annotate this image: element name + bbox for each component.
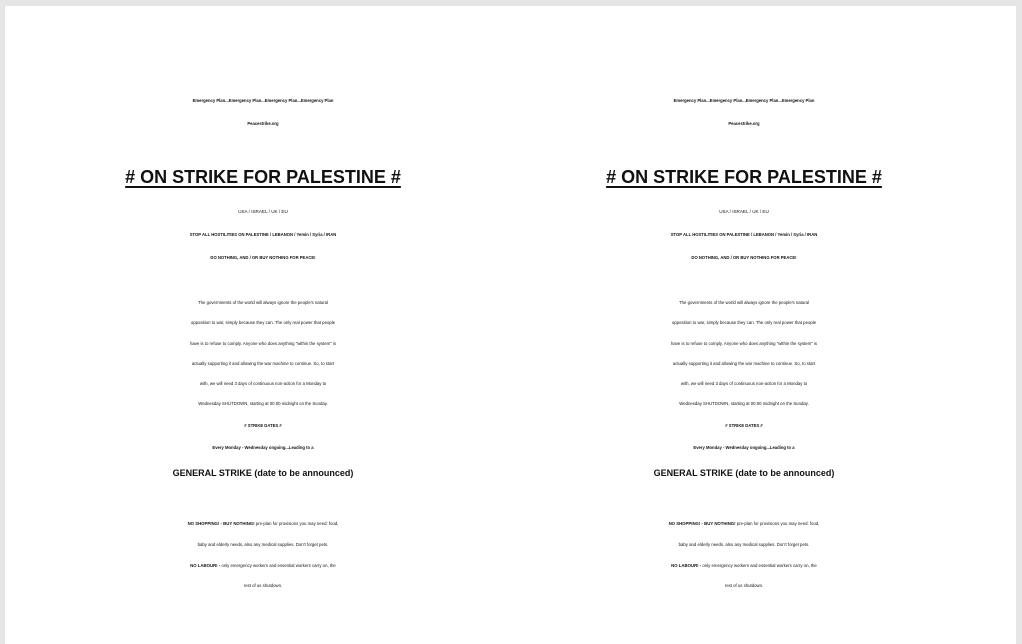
body-line: The governments of the world will always ignore the people's natural: [197, 300, 329, 305]
body-line: opposition to war, simply because they can. The only real power that people: [190, 320, 336, 325]
body-line: actually supporting it and allowing the war machine to continue. So, to start: [672, 361, 816, 366]
no-labour-line: [504, 556, 984, 576]
general-strike-line: GENERAL STRIKE (date to be announced): [172, 468, 354, 478]
no-shopping-line: [504, 514, 984, 534]
strike-dates-heading: # STRIKE DATES #: [244, 423, 282, 428]
no-labour-line2: rest of us shutdown.: [724, 583, 764, 588]
flyer-title: [23, 161, 503, 193]
body-line: The governments of the world will always ignore the people's natural: [678, 300, 810, 305]
no-shopping-line: [23, 514, 503, 534]
stop-hostilities-line: STOP ALL HOSTILITIES ON PALESTINE / LEBANON / Yemin / Syria / IRAN: [670, 232, 818, 237]
body-line: with, we will need 3 days of continuous non-action for a Monday to: [680, 381, 808, 386]
countries-line: USA / ISRAEL / UK / EU: [719, 209, 769, 214]
website-text: Peacestrike.org: [247, 121, 279, 126]
document-page: [5, 6, 1016, 644]
do-nothing-line: DO NOTHING, AND / OR BUY NOTHING FOR PEACE!: [210, 255, 316, 260]
body-line: actually supporting it and allowing the war machine to continue. So, to start: [191, 361, 335, 366]
every-monday-line: Every Monday - Wednesday ongoing...Leading to a: [693, 445, 795, 450]
flyer-title-text: # ON STRIKE FOR PALESTINE #: [125, 167, 401, 187]
body-line: have is to refuse to comply. Anyone who does anything "within the system" is: [189, 341, 337, 346]
every-monday-line: Every Monday - Wednesday ongoing...Leading to a: [212, 445, 314, 450]
body-line: Wednesday SHUTDOWN, starting at 00.00 midnight on the Sunday.: [198, 401, 328, 406]
no-shopping-bold: NO SHOPPING! - BUY NOTHING!: [668, 521, 736, 526]
body-line: have is to refuse to comply. Anyone who does anything "within the system" is: [670, 341, 818, 346]
website-text: Peacestrike.org: [728, 121, 760, 126]
no-labour-line2: rest of us shutdown.: [243, 583, 283, 588]
general-strike-line: GENERAL STRIKE (date to be announced): [653, 468, 835, 478]
body-line: opposition to war, simply because they can. The only real power that people: [671, 320, 817, 325]
no-shopping-bold: NO SHOPPING! - BUY NOTHING!: [187, 521, 255, 526]
header-repeat: Emergency Plan...Emergency Plan...Emergency Plan...Emergency Plan: [192, 98, 334, 103]
no-shopping-text: pre-plan for provisions you may need: food,: [735, 521, 820, 526]
flyer-right: [504, 6, 984, 644]
body-line: with, we will need 3 days of continuous non-action for a Monday to: [199, 381, 327, 386]
no-labour-bold: NO LABOUR! -: [190, 563, 221, 568]
countries-line: USA / ISRAEL / UK / EU: [238, 209, 288, 214]
do-nothing-line: DO NOTHING, AND / OR BUY NOTHING FOR PEACE!: [691, 255, 797, 260]
no-labour-text: only emergency workers and essential workers carry on, the: [220, 563, 336, 568]
no-labour-text: only emergency workers and essential workers carry on, the: [701, 563, 817, 568]
flyer-title: [504, 161, 984, 193]
header-repeat: Emergency Plan...Emergency Plan...Emergency Plan...Emergency Plan: [673, 98, 815, 103]
no-labour-bold: NO LABOUR! -: [671, 563, 702, 568]
no-shopping-line2: baby and elderly needs, also any medical supplies. Don't forget pets.: [197, 542, 329, 547]
flyer-title-text: # ON STRIKE FOR PALESTINE #: [606, 167, 882, 187]
flyer-left: [23, 6, 503, 644]
no-labour-line: [23, 556, 503, 576]
stop-hostilities-line: STOP ALL HOSTILITIES ON PALESTINE / LEBANON / Yemin / Syria / IRAN: [189, 232, 337, 237]
no-shopping-line2: baby and elderly needs, also any medical supplies. Don't forget pets.: [678, 542, 810, 547]
strike-dates-heading: # STRIKE DATES #: [725, 423, 763, 428]
no-shopping-text: pre-plan for provisions you may need: food,: [254, 521, 339, 526]
body-line: Wednesday SHUTDOWN, starting at 00.00 midnight on the Sunday.: [679, 401, 809, 406]
